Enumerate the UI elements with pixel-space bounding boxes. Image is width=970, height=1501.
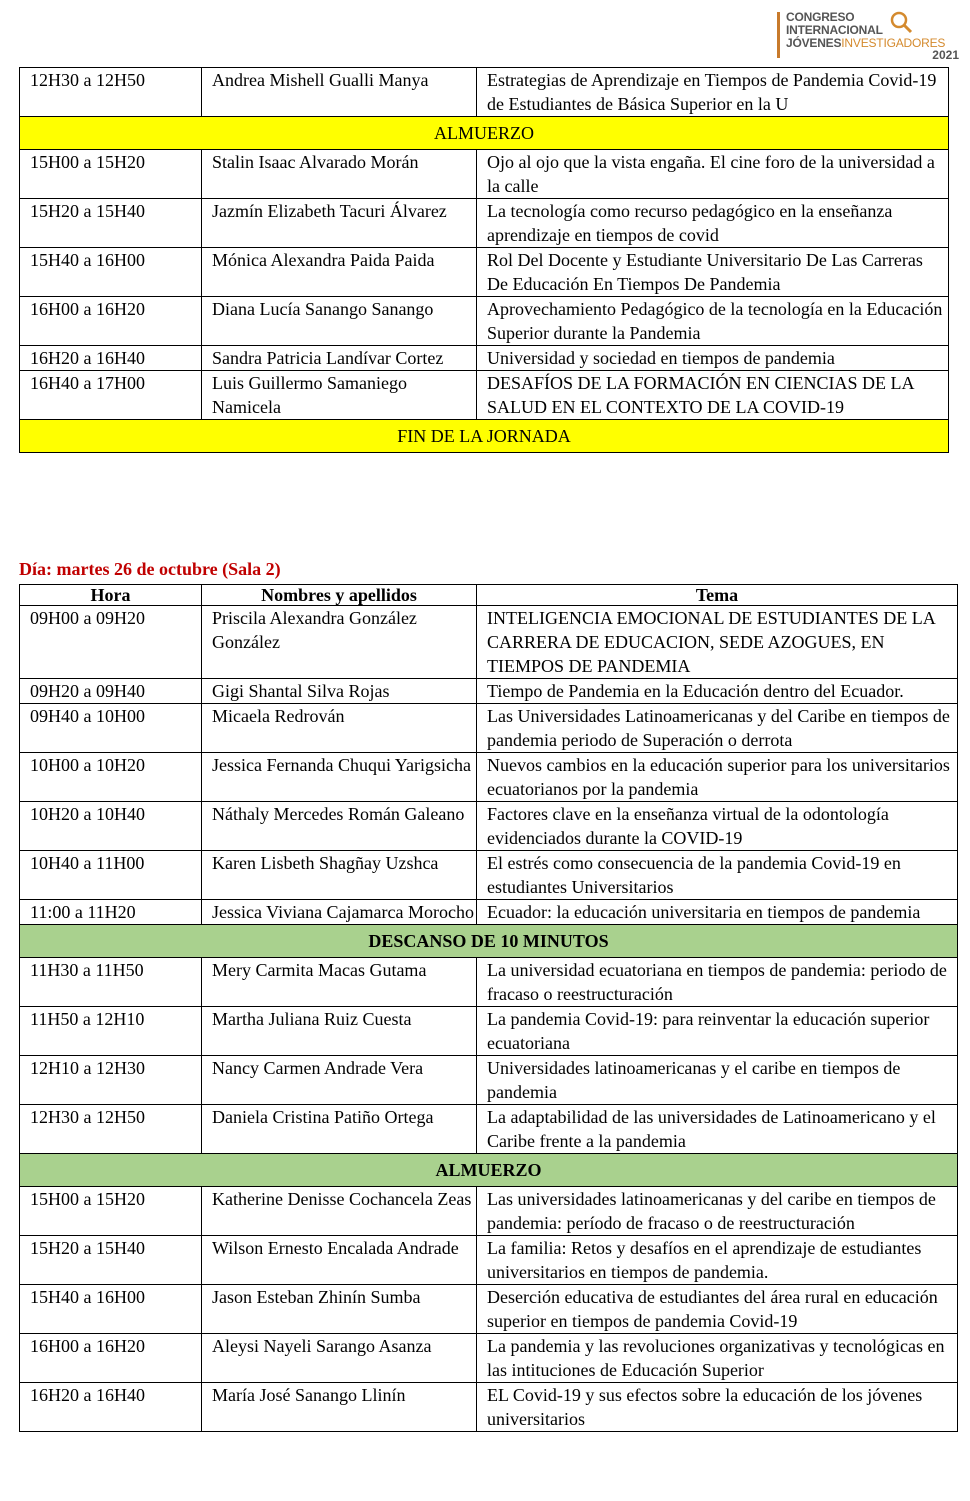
time-cell: 15H20 a 15H40 [20, 1236, 202, 1285]
name-cell: Micaela Redrován [202, 704, 477, 753]
topic-cell: Universidades latinoamericanas y el caribe en tiempos de pandemia [477, 1056, 958, 1105]
name-cell: Stalin Isaac Alvarado Morán [202, 150, 477, 199]
time-cell: 16H40 a 17H00 [20, 371, 202, 420]
topic-cell: La pandemia Covid-19: para reinventar la educación superior ecuatoriana [477, 1007, 958, 1056]
time-cell: 09H40 a 10H00 [20, 704, 202, 753]
table-row [20, 346, 949, 371]
day-heading: Día: martes 26 de octubre (Sala 2) [19, 559, 281, 579]
table-row [20, 1236, 958, 1285]
topic-cell: Las universidades latinoamericanas y del caribe en tiempos de pandemia: período de fracaso o de reestructuración [477, 1187, 958, 1236]
topic-cell: Deserción educativa de estudiantes del área rural en educación superior en tiempos de pandemia Covid-19 [477, 1285, 958, 1334]
schedule-table-sala-2 [19, 584, 958, 1432]
topic-cell: Estrategias de Aprendizaje en Tiempos de Pandemia Covid-19 de Estudiantes de Básica Superior en la U [477, 68, 949, 117]
table-header-row [20, 585, 958, 606]
name-cell: Priscila Alexandra González González [202, 606, 477, 679]
time-cell: 16H20 a 16H40 [20, 1383, 202, 1432]
topic-cell: La familia: Retos y desafíos en el aprendizaje de estudiantes universitarios en tiempos de pandemia. [477, 1236, 958, 1285]
table-row [20, 1334, 958, 1383]
name-cell: Sandra Patricia Landívar Cortez [202, 346, 477, 371]
table-row [20, 753, 958, 802]
name-cell: Nancy Carmen Andrade Vera [202, 1056, 477, 1105]
topic-cell: Aprovechamiento Pedagógico de la tecnología en la Educación Superior durante la Pandemia [477, 297, 949, 346]
name-cell: Gigi Shantal Silva Rojas [202, 679, 477, 704]
logo-line-2: INTERNACIONAL [786, 23, 883, 37]
break-row [20, 925, 958, 958]
name-cell: María José Sanango Llinín [202, 1383, 477, 1432]
name-cell: Diana Lucía Sanango Sanango [202, 297, 477, 346]
break-label: ALMUERZO [20, 1154, 958, 1187]
name-cell: Jason Esteban Zhinín Sumba [202, 1285, 477, 1334]
table-row [20, 297, 949, 346]
table-row [20, 679, 958, 704]
logo-accent-bar [777, 12, 780, 58]
time-cell: 16H20 a 16H40 [20, 346, 202, 371]
name-cell: Jessica Viviana Cajamarca Morocho [202, 900, 477, 925]
table-row [20, 851, 958, 900]
table-row [20, 150, 949, 199]
name-cell: Martha Juliana Ruiz Cuesta [202, 1007, 477, 1056]
time-cell: 10H20 a 10H40 [20, 802, 202, 851]
table-row [20, 704, 958, 753]
time-cell: 16H00 a 16H20 [20, 1334, 202, 1383]
name-cell: Jessica Fernanda Chuqui Yarigsicha [202, 753, 477, 802]
logo-line-1: CONGRESO [786, 10, 855, 24]
schedule-table-body [20, 606, 958, 1432]
table-row [20, 606, 958, 679]
break-label: DESCANSO DE 10 MINUTOS [20, 925, 958, 958]
table-row [20, 248, 949, 297]
magnifier-icon [889, 10, 913, 34]
logo-line-3a: JÓVENES [786, 36, 842, 50]
topic-cell: Ecuador: la educación universitaria en tiempos de pandemia [477, 900, 958, 925]
name-cell: Náthaly Mercedes Román Galeano [202, 802, 477, 851]
break-row [20, 117, 949, 150]
time-cell: 15H20 a 15H40 [20, 199, 202, 248]
time-cell: 16H00 a 16H20 [20, 297, 202, 346]
name-cell: Katherine Denisse Cochancela Zeas [202, 1187, 477, 1236]
topic-cell: Nuevos cambios en la educación superior para los universitarios ecuatorianos por la pandemia [477, 753, 958, 802]
table-row [20, 1187, 958, 1236]
topic-cell: Universidad y sociedad en tiempos de pandemia [477, 346, 949, 371]
time-cell: 11:00 a 11H20 [20, 900, 202, 925]
topic-cell: Tiempo de Pandemia en la Educación dentro del Ecuador. [477, 679, 958, 704]
table-row [20, 1007, 958, 1056]
time-cell: 11H50 a 12H10 [20, 1007, 202, 1056]
time-cell: 12H10 a 12H30 [20, 1056, 202, 1105]
column-header-tema: Tema [477, 585, 958, 606]
column-header-hora: Hora [20, 585, 202, 606]
table-row [20, 1383, 958, 1432]
break-row [20, 1154, 958, 1187]
break-row [20, 420, 949, 453]
time-cell: 15H00 a 15H20 [20, 1187, 202, 1236]
name-cell: Aleysi Nayeli Sarango Asanza [202, 1334, 477, 1383]
table-row [20, 199, 949, 248]
table-row [20, 802, 958, 851]
time-cell: 15H40 a 16H00 [20, 248, 202, 297]
topic-cell: Ojo al ojo que la vista engaña. El cine foro de la universidad a la calle [477, 150, 949, 199]
name-cell: Mery Carmita Macas Gutama [202, 958, 477, 1007]
break-label: FIN DE LA JORNADA [20, 420, 949, 453]
topic-cell: Factores clave en la enseñanza virtual de la odontología evidenciados durante la COVID-19 [477, 802, 958, 851]
logo-year: 2021 [932, 48, 959, 62]
table-row [20, 1105, 958, 1154]
topic-cell: EL Covid-19 y sus efectos sobre la educación de los jóvenes universitarios [477, 1383, 958, 1432]
logo-line-3 [786, 36, 945, 50]
break-label: ALMUERZO [20, 117, 949, 150]
time-cell: 12H30 a 12H50 [20, 68, 202, 117]
table-row [20, 958, 958, 1007]
time-cell: 10H00 a 10H20 [20, 753, 202, 802]
topic-cell: Rol Del Docente y Estudiante Universitario De Las Carreras De Educación En Tiempos De Pandemia [477, 248, 949, 297]
topic-cell: El estrés como consecuencia de la pandemia Covid-19 en estudiantes Universitarios [477, 851, 958, 900]
topic-cell: La universidad ecuatoriana en tiempos de pandemia: periodo de fracaso o reestructuración [477, 958, 958, 1007]
schedule-table-continued [19, 67, 949, 453]
name-cell: Wilson Ernesto Encalada Andrade [202, 1236, 477, 1285]
time-cell: 11H30 a 11H50 [20, 958, 202, 1007]
name-cell: Luis Guillermo Samaniego Namicela [202, 371, 477, 420]
time-cell: 09H20 a 09H40 [20, 679, 202, 704]
name-cell: Daniela Cristina Patiño Ortega [202, 1105, 477, 1154]
table-row [20, 68, 949, 117]
table-row [20, 1056, 958, 1105]
topic-cell: DESAFÍOS DE LA FORMACIÓN EN CIENCIAS DE LA SALUD EN EL CONTEXTO DE LA COVID-19 [477, 371, 949, 420]
name-cell: Jazmín Elizabeth Tacuri Álvarez [202, 199, 477, 248]
time-cell: 10H40 a 11H00 [20, 851, 202, 900]
table-row [20, 1285, 958, 1334]
time-cell: 12H30 a 12H50 [20, 1105, 202, 1154]
congress-logo [777, 8, 965, 64]
schedule-table-body [20, 68, 949, 453]
time-cell: 09H00 a 09H20 [20, 606, 202, 679]
name-cell: Andrea Mishell Gualli Manya [202, 68, 477, 117]
topic-cell: INTELIGENCIA EMOCIONAL DE ESTUDIANTES DE LA CARRERA DE EDUCACION, SEDE AZOGUES, EN TIEMPOS DE PANDEMIA [477, 606, 958, 679]
topic-cell: La pandemia y las revoluciones organizativas y tecnológicas en las intituciones de Educación Superior [477, 1334, 958, 1383]
column-header-nombre: Nombres y apellidos [202, 585, 477, 606]
name-cell: Karen Lisbeth Shagñay Uzshca [202, 851, 477, 900]
topic-cell: La tecnología como recurso pedagógico en la enseñanza aprendizaje en tiempos de covid [477, 199, 949, 248]
topic-cell: Las Universidades Latinoamericanas y del Caribe en tiempos de pandemia periodo de Superación o derrota [477, 704, 958, 753]
logo-line-3b: INVESTIGADORES [841, 36, 946, 50]
table-row [20, 371, 949, 420]
name-cell: Mónica Alexandra Paida Paida [202, 248, 477, 297]
time-cell: 15H00 a 15H20 [20, 150, 202, 199]
topic-cell: La adaptabilidad de las universidades de Latinoamericano y el Caribe frente a la pandemia [477, 1105, 958, 1154]
time-cell: 15H40 a 16H00 [20, 1285, 202, 1334]
table-row [20, 900, 958, 925]
